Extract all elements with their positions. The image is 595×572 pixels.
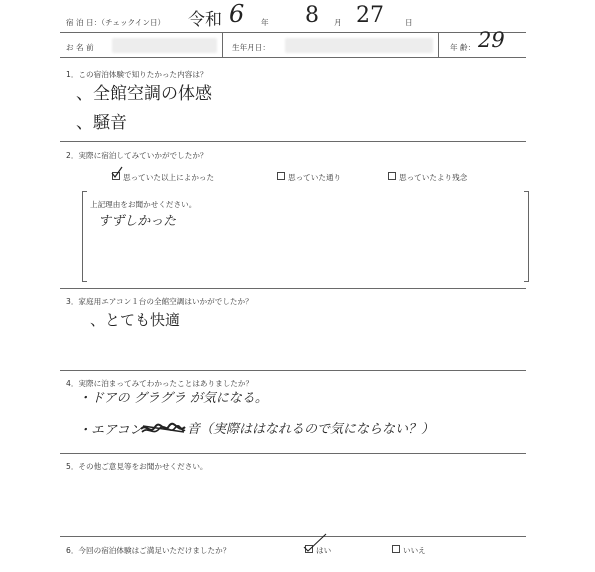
day-unit: 日	[405, 18, 413, 27]
q2-option-2-checkbox[interactable]	[277, 172, 285, 180]
q5-question: 5．その他ご意見等をお聞かせください。	[66, 462, 208, 471]
q4-question: 4．実際に泊まってみてわかったことはありましたか？	[66, 379, 254, 388]
q6-question: 6．今回の宿泊体験はご満足いただけましたか？	[66, 546, 231, 555]
reason-box-right-bracket	[524, 191, 529, 282]
q2-bottom-rule	[60, 288, 526, 289]
q4-answer-line2-pre: ・エアコン	[78, 423, 143, 438]
q1-question: 1．この宿泊体験で知りたかった内容は？	[66, 70, 208, 79]
q6-yes-label: はい	[316, 546, 332, 555]
checkmark-icon	[110, 166, 124, 180]
q2-option-3-checkbox[interactable]	[388, 172, 396, 180]
q5-bottom-rule	[60, 536, 526, 537]
q2-reason-label: 上記理由をお聞かせください。	[90, 200, 197, 209]
header-bottom-rule	[60, 57, 526, 58]
stay-date-label: 宿 泊 日：（チェックイン日）	[66, 18, 166, 27]
q4-answer-line1: ・ドアの グラグラ が気になる。	[78, 391, 268, 406]
q4-answer-line2-post: 音（実際ははなれるので気にならない？）	[187, 422, 435, 437]
q1-bottom-rule	[60, 141, 526, 142]
q2-reason-answer: すずしかった	[98, 214, 177, 229]
q1-answer-line1: 、全館空調の体感	[76, 84, 212, 104]
q4-bottom-rule	[60, 453, 526, 454]
month-handwritten: 8	[305, 3, 319, 28]
q3-bottom-rule	[60, 370, 526, 371]
era-handwritten: 令和	[188, 10, 222, 30]
q3-question: 3．家庭用エアコン１台の全館空調はいかがでしたか？	[66, 297, 253, 306]
birth-date-label: 生年月日：	[232, 43, 270, 52]
q6-no-label: いいえ	[403, 546, 426, 555]
year-handwritten: 6	[229, 0, 245, 28]
name-redacted	[112, 38, 217, 53]
birth-date-redacted	[285, 38, 433, 53]
q2-option-1-label: 思っていた以上によかった	[123, 173, 215, 182]
crossed-out-scribble	[140, 421, 186, 437]
q6-no-checkbox[interactable]	[392, 545, 400, 553]
year-unit: 年	[261, 18, 269, 27]
q3-answer: 、とても快適	[90, 311, 181, 329]
q2-option-3-label: 思っていたより残念	[399, 173, 468, 182]
age-label: 年 齢：	[450, 43, 476, 52]
reason-box-left-bracket	[82, 191, 87, 282]
q1-answer-line2: 、騒音	[76, 113, 127, 133]
q2-option-2-label: 思っていた通り	[288, 173, 342, 182]
header-divider-2	[438, 33, 439, 57]
month-unit: 月	[334, 18, 342, 27]
age-handwritten: 29	[478, 28, 505, 52]
day-handwritten: 27	[356, 3, 384, 28]
header-top-rule	[60, 32, 526, 33]
name-label: お 名 前	[66, 43, 94, 52]
q2-question: 2．実際に宿泊してみていかがでしたか？	[66, 151, 208, 160]
header-divider-1	[222, 33, 223, 57]
